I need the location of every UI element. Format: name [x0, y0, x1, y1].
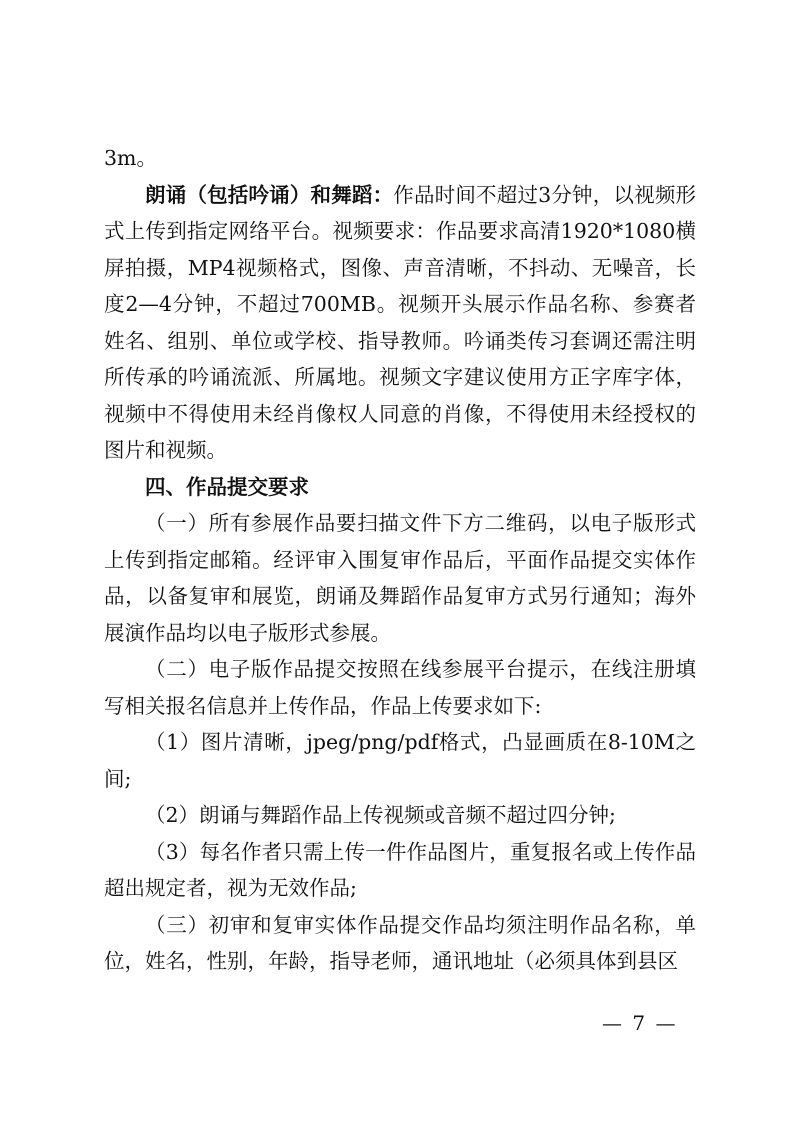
paragraph-text: （2）朗诵与舞蹈作品上传视频或音频不超过四分钟;: [145, 803, 616, 827]
section-heading-text: 四、作品提交要求: [145, 474, 309, 499]
paragraph-text: 3m。: [104, 146, 157, 170]
paragraph-text: （二）电子版作品提交按照在线参展平台提示，在线注册填写相关报名信息并上传作品，作品上传要求如下:: [104, 657, 696, 718]
paragraph-text: （三）初审和复审实体作品提交作品均须注明作品名称，单位，姓名，性别，年龄，指导老师，通讯地址（必须具体到县区: [104, 912, 696, 973]
paragraph-recitation-dance: [104, 177, 696, 469]
paragraph-text: （3）每名作者只需上传一件作品图片，重复报名或上传作品超出规定者，视为无效作品;: [104, 839, 696, 900]
document-body: [104, 140, 696, 980]
paragraph-item-2: [104, 651, 696, 724]
paragraph-item-3: [104, 907, 696, 980]
paragraph-lead: 朗诵（包括吟诵）和舞蹈：: [145, 182, 394, 207]
section-heading: [104, 469, 696, 506]
paragraph-sub-item-2: [104, 797, 696, 834]
paragraph-item-1: [104, 505, 696, 651]
paragraph-text: （一）所有参展作品要扫描文件下方二维码，以电子版形式上传到指定邮箱。经评审入围复审作品后，平面作品提交实体作品，以备复审和展览，朗诵及舞蹈作品复审方式另行通知；海外展演作品均以电子版形式参展。: [104, 511, 696, 645]
paragraph-sub-item-1: [104, 724, 696, 797]
paragraph-text: 作品时间不超过3分钟，以视频形式上传到指定网络平台。视频要求：作品要求高清1920*1080横屏拍摄，MP4视频格式，图像、声音清晰，不抖动、无噪音，长度2—4分钟，不超过700MB。视频开头展示作品名称、参赛者姓名、组别、单位或学校、指导教师。吟诵类传习套调还需注明所传承的吟诵流派、所属地。视频文字建议使用方正字库字体，视频中不得使用未经肖像权人同意的肖像，不得使用未经授权的图片和视频。: [104, 182, 697, 462]
paragraph-continuation: [104, 140, 696, 177]
paragraph-text: （1）图片清晰，jpeg/png/pdf格式，凸显画质在8-10M之间;: [104, 730, 696, 791]
paragraph-sub-item-3: [104, 834, 696, 907]
page-number: — 7 —: [602, 1011, 678, 1035]
